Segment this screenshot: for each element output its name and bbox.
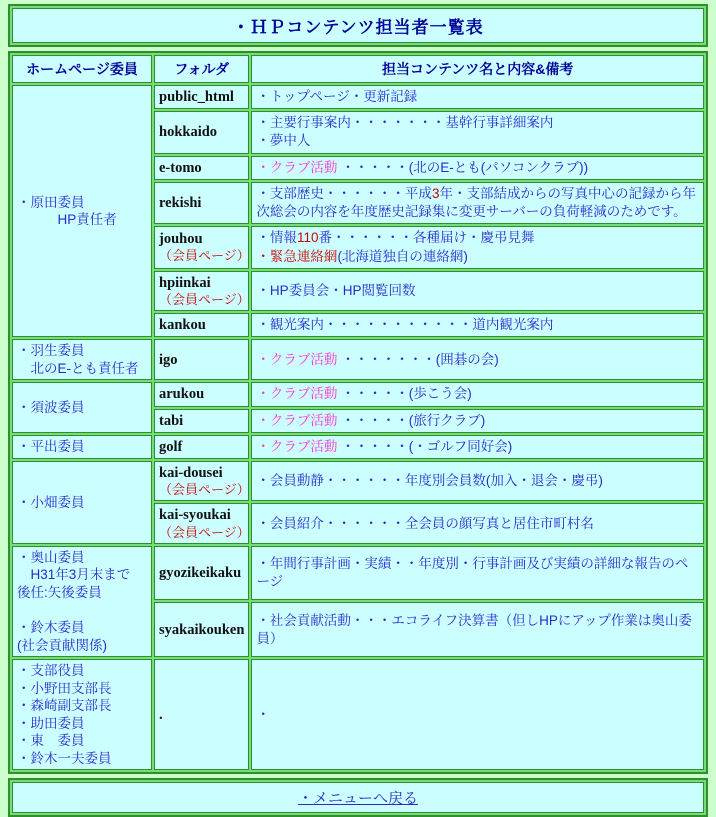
member-page-label: （会員ページ） (159, 291, 250, 307)
content-line: ・クラブ活動 ・・・・・(北のE-とも(パソコンクラブ)) (256, 159, 589, 175)
member-name-line: 後任:矢後委員 (17, 584, 102, 600)
folder-name: hokkaido (159, 124, 218, 141)
member-name-line: ・小畑委員 (17, 494, 85, 510)
folder-name: jouhou (159, 231, 203, 248)
content-cell (251, 461, 704, 501)
content-cell (251, 339, 704, 380)
content-cell (251, 503, 704, 543)
col-header-members: ホームページ委員 (12, 55, 152, 83)
folder-cell (154, 602, 249, 657)
member-name-line: (社会貢献関係) (17, 637, 107, 653)
member-name-line: H31年3月末まで (17, 567, 131, 583)
content-line: ・社会貢献活動・・・エコライフ決算書（但しHPにアップ作業は奥山委員） (256, 612, 692, 646)
content-cell (251, 602, 704, 657)
content-cell (251, 409, 704, 433)
folder-name: rekishi (159, 195, 202, 212)
folder-cell (154, 313, 249, 337)
member-name-line: ・須波委員 (17, 399, 85, 415)
folder-name: tabi (159, 412, 184, 429)
member-name-line: ・小野田支部長 (17, 680, 112, 696)
folder-cell (154, 461, 249, 501)
member-cell (12, 382, 152, 432)
member-name-line: ・羽生委員 (17, 343, 85, 359)
member-name-line: ・鈴木一夫委員 (17, 750, 112, 766)
table-row (12, 461, 704, 501)
content-cell (251, 435, 704, 459)
col-header-folder: フォルダ (154, 55, 249, 83)
folder-cell (154, 156, 249, 180)
folder-cell (154, 182, 249, 224)
table-row (12, 435, 704, 459)
member-name-line: HP責任者 (17, 212, 117, 228)
folder-name: kai-dousei (159, 465, 223, 482)
content-line: ・支部歴史・・・・・・平成3年・支部結成からの写真中心の記録から年次総会の内容を年度歴史記録集に変更サーバーの負荷軽減のためです。 (256, 185, 696, 220)
folder-name: e-tomo (159, 159, 202, 176)
content-cell (251, 226, 704, 268)
content-line: ・会員紹介・・・・・・全会員の顔写真と居住市町村名 (256, 515, 594, 531)
content-cell (251, 313, 704, 337)
content-line: ・HP委員会・HP閲覧回数 (256, 282, 416, 298)
member-cell (12, 659, 152, 770)
table-row (12, 659, 704, 770)
folder-cell (154, 503, 249, 543)
member-cell (12, 85, 152, 337)
content-line: ・会員動静・・・・・・年度別会員数(加入・退会・慶弔) (256, 473, 603, 489)
header-row (12, 55, 704, 83)
table-row (12, 382, 704, 406)
content-cell (251, 156, 704, 180)
folder-name: golf (159, 438, 183, 455)
member-name-line: ・助田委員 (17, 715, 85, 731)
folder-name: kai-syoukai (159, 507, 231, 524)
folder-name: hpiinkai (159, 274, 211, 291)
folder-cell (154, 435, 249, 459)
folder-name: . (159, 706, 163, 723)
folder-name: public_html (159, 89, 234, 106)
content-cell (251, 382, 704, 406)
content-cell (251, 546, 704, 601)
content-line: ・クラブ活動 ・・・・・(歩こう会) (256, 386, 472, 402)
table-row (12, 339, 704, 380)
folder-cell (154, 409, 249, 433)
content-line: ・クラブ活動 ・・・・・(・ゴルフ同好会) (256, 438, 513, 454)
folder-cell (154, 546, 249, 601)
col-header-contents: 担当コンテンツ名と内容&備考 (251, 55, 704, 83)
member-name-line: ・奥山委員 (17, 549, 85, 565)
folder-name: gyozikeikaku (159, 565, 242, 582)
member-cell (12, 435, 152, 459)
content-line: ・年間行事計画・実績・・年度別・行事計画及び実績の詳細な報告のページ (256, 555, 689, 590)
member-page-label: （会員ページ） (159, 482, 250, 498)
member-cell (12, 339, 152, 380)
member-name-line: ・原田委員 (17, 194, 85, 210)
folder-cell (154, 382, 249, 406)
page-title: ・ＨＰコンテンツ担当者一覧表 (12, 8, 704, 43)
member-page-label: （会員ページ） (159, 524, 250, 540)
member-name-line (17, 601, 147, 619)
content-line: ・ (256, 706, 270, 722)
title-table (8, 4, 708, 47)
member-name-line: ・鈴木委員 (17, 620, 85, 636)
folder-cell (154, 85, 249, 109)
folder-cell (154, 226, 249, 268)
content-line: ・主要行事案内・・・・・・・基幹行事詳細案内 (256, 115, 554, 131)
member-name-line: 北のE-とも責任者 (17, 360, 139, 376)
member-cell (12, 461, 152, 544)
member-cell (12, 546, 152, 657)
footer-table (8, 778, 708, 817)
folder-name: kankou (159, 317, 206, 334)
folder-name: arukou (159, 386, 205, 403)
member-name-line: ・支部役員 (17, 663, 85, 679)
content-cell (251, 85, 704, 109)
content-line: ・緊急連絡網(北海道独自の連絡網) (256, 248, 468, 264)
content-line: ・トップページ・更新記録 (256, 89, 418, 104)
content-line: ・クラブ活動 ・・・・・(旅行クラブ) (256, 412, 486, 428)
table-row (12, 546, 704, 601)
content-line: ・クラブ活動 ・・・・・・・(囲碁の会) (256, 351, 499, 367)
contents-table (8, 51, 708, 774)
folder-name: syakaikouken (159, 621, 245, 638)
folder-cell (154, 659, 249, 770)
folder-cell (154, 339, 249, 380)
folder-cell (154, 111, 249, 153)
footer-cell (12, 782, 704, 813)
content-cell (251, 182, 704, 224)
content-line: ・観光案内・・・・・・・・・・・道内観光案内 (256, 317, 554, 333)
content-line: ・夢中人 (256, 133, 311, 149)
content-line: ・情報110番・・・・・・各種届け・慶弔見舞 (256, 230, 535, 246)
member-page-label: （会員ページ） (159, 248, 250, 264)
table-row (12, 85, 704, 109)
table-body (12, 85, 704, 770)
folder-cell (154, 271, 249, 311)
back-to-menu-link[interactable]: ・メニューへ戻る (297, 790, 418, 808)
content-cell (251, 271, 704, 311)
content-cell (251, 659, 704, 770)
member-name-line: ・東 委員 (17, 733, 85, 749)
content-cell (251, 111, 704, 153)
folder-name: igo (159, 351, 178, 368)
member-name-line: ・森崎副支部長 (17, 698, 112, 714)
member-name-line: ・平出委員 (17, 439, 85, 455)
